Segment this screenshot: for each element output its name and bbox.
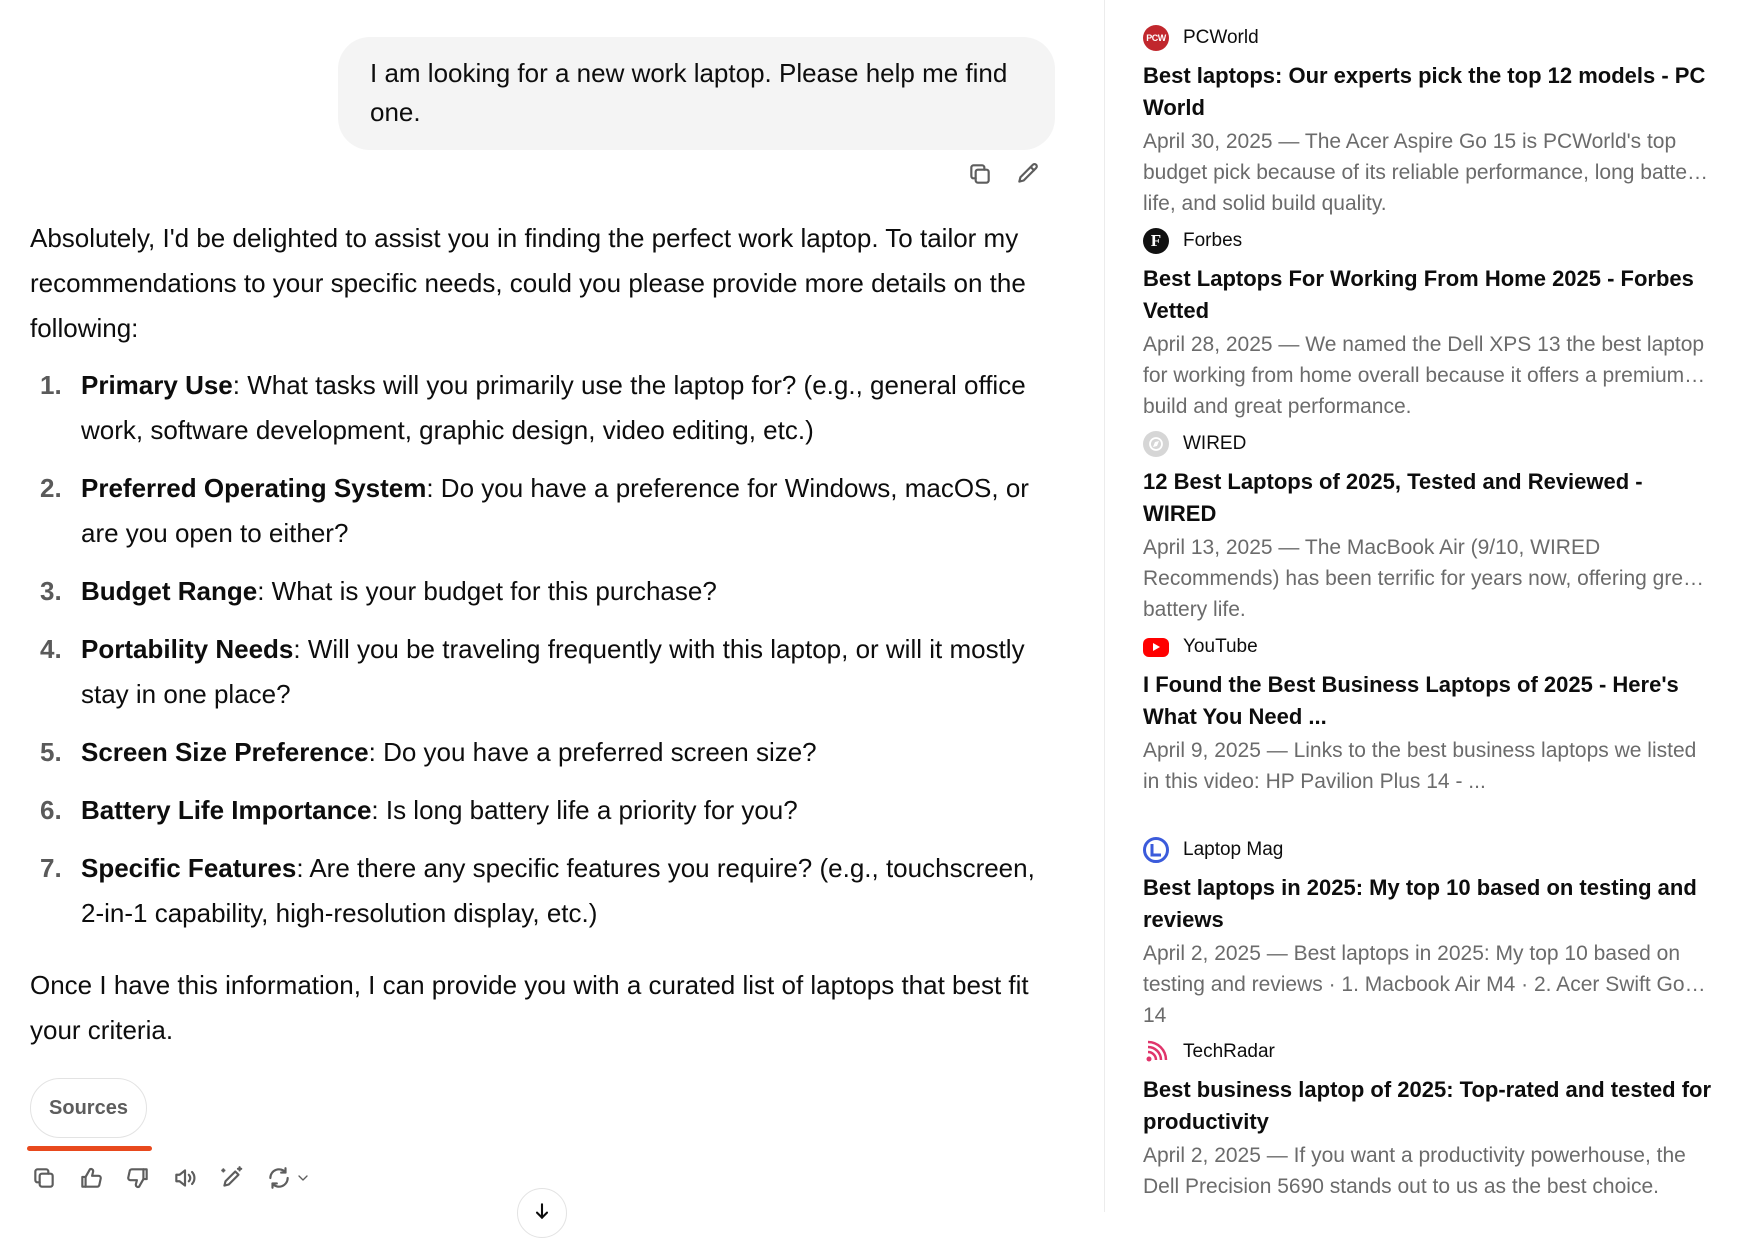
response-intro: Absolutely, I'd be delighted to assist you in finding the perfect work laptop. To tailor my recommendations to your specific needs, could you please provide more details on the following: [30, 223, 1026, 343]
pencil-icon[interactable] [1014, 160, 1042, 188]
sources-button[interactable]: Sources [30, 1078, 147, 1138]
list-item-text: : Is long battery life a priority for you? [371, 795, 798, 825]
list-item-label: Specific Features [81, 853, 297, 883]
sources-panel [1105, 0, 1740, 1212]
list-item-text: : Do you have a preference for Windows, macOS, or are you open to either? [81, 473, 1029, 548]
list-item [30, 569, 1050, 614]
response-closing: Once I have this information, I can provide you with a curated list of laptops that best fit your criteria. [30, 970, 1029, 1045]
source-card-techradar[interactable] [1143, 1037, 1713, 1202]
copy-icon[interactable] [966, 160, 994, 188]
speaker-icon[interactable] [171, 1164, 199, 1192]
list-number: 4. [40, 634, 62, 664]
source-snippet: April 2, 2025 — Best laptops in 2025: My top 10 based on testing and reviews · 1. Macbook Air M4 · 2. Acer Swift Go 14 [1143, 942, 1685, 1027]
thumbs-down-icon[interactable] [124, 1164, 152, 1192]
source-card-laptop-mag[interactable] [1143, 835, 1713, 1027]
copy-icon[interactable] [30, 1164, 58, 1192]
source-title: 12 Best Laptops of 2025, Tested and Reviewed - WIRED [1143, 469, 1643, 526]
list-item-label: Budget Range [81, 576, 258, 606]
user-message-actions [966, 160, 1042, 188]
list-item-label: Primary Use [81, 370, 233, 400]
list-item-label: Battery Life Importance [81, 795, 372, 825]
scroll-to-bottom-button[interactable] [517, 1188, 567, 1238]
source-card-wired[interactable] [1143, 429, 1713, 621]
list-item [30, 788, 1050, 833]
source-site-name: PCWorld [1183, 27, 1259, 48]
list-item [30, 363, 1050, 453]
source-card-forbes[interactable] [1143, 226, 1713, 418]
chevron-down-icon[interactable] [295, 1170, 311, 1186]
source-snippet: April 13, 2025 — The MacBook Air (9/10, WIRED Recommends) has been terrific for years now, offering great battery life. [1143, 536, 1701, 621]
wired-favicon-icon [1143, 431, 1169, 457]
source-site-name: TechRadar [1183, 1041, 1275, 1062]
list-item-label: Screen Size Preference [81, 737, 369, 767]
source-snippet: April 9, 2025 — Links to the best business laptops we listed in this video: HP Pavilion Plus 14 - ... [1143, 739, 1697, 793]
list-number: 7. [40, 853, 62, 883]
list-item [30, 846, 1050, 936]
laptop-mag-favicon-icon [1143, 837, 1169, 863]
source-title: Best Laptops For Working From Home 2025 - Forbes Vetted [1143, 266, 1694, 323]
pcworld-favicon-icon: PCW [1143, 25, 1169, 51]
source-title: Best laptops: Our experts pick the top 12 models - PC World [1143, 63, 1706, 120]
list-number: 2. [40, 473, 62, 503]
list-number: 5. [40, 737, 62, 767]
arrow-down-icon [532, 1201, 552, 1221]
assistant-response [30, 216, 1050, 1053]
source-card-youtube[interactable] [1143, 632, 1713, 797]
list-number: 1. [40, 370, 62, 400]
techradar-favicon-icon [1143, 1039, 1169, 1065]
list-item-label: Preferred Operating System [81, 473, 427, 503]
list-item-label: Portability Needs [81, 634, 294, 664]
list-item [30, 730, 1050, 775]
list-item-text: : Do you have a preferred screen size? [368, 737, 817, 767]
source-site-name: Forbes [1183, 230, 1243, 251]
sources-active-underline [27, 1146, 152, 1151]
source-site-name: YouTube [1183, 636, 1258, 657]
magic-pencil-icon[interactable] [218, 1164, 246, 1192]
refresh-icon[interactable] [265, 1164, 293, 1192]
list-item-text: : What tasks will you primarily use the laptop for? (e.g., general office work, software development, graphic design, video editing, etc.) [81, 370, 1026, 445]
source-site-name: WIRED [1183, 433, 1247, 454]
user-message-bubble: I am looking for a new work laptop. Please help me find one. [338, 37, 1055, 150]
source-title: I Found the Best Business Laptops of 2025 - Here's What You Need ... [1143, 672, 1679, 729]
list-item [30, 627, 1050, 717]
source-site-name: Laptop Mag [1183, 839, 1284, 860]
question-list [30, 363, 1050, 936]
source-snippet: April 30, 2025 — The Acer Aspire Go 15 is PCWorld's top budget pick because of its reliable performance, long battery life, and solid build quality. [1143, 130, 1705, 215]
list-item-text: : Will you be traveling frequently with this laptop, or will it mostly stay in one place? [81, 634, 1025, 709]
source-card-pcworld[interactable] [1143, 23, 1713, 215]
source-snippet: April 28, 2025 — We named the Dell XPS 13 the best laptop for working from home overall because it offers a premium build and great performance. [1143, 333, 1705, 418]
list-item [30, 466, 1050, 556]
source-title: Best laptops in 2025: My top 10 based on testing and reviews [1143, 875, 1697, 932]
response-actions [30, 1164, 311, 1192]
thumbs-up-icon[interactable] [77, 1164, 105, 1192]
list-item-text: : Are there any specific features you require? (e.g., touchscreen, 2-in-1 capability, high-resolution display, etc.) [81, 853, 1035, 928]
source-title: Best business laptop of 2025: Top-rated and tested for productivity [1143, 1077, 1712, 1134]
list-number: 6. [40, 795, 62, 825]
list-number: 3. [40, 576, 62, 606]
list-item-text: : What is your budget for this purchase? [257, 576, 717, 606]
source-snippet: April 2, 2025 — If you want a productivity powerhouse, the Dell Precision 5690 stands out to us as the best choice. [1143, 1144, 1686, 1198]
regenerate-menu[interactable] [265, 1164, 311, 1192]
youtube-favicon-icon [1143, 638, 1169, 657]
forbes-favicon-icon: F [1143, 228, 1169, 254]
